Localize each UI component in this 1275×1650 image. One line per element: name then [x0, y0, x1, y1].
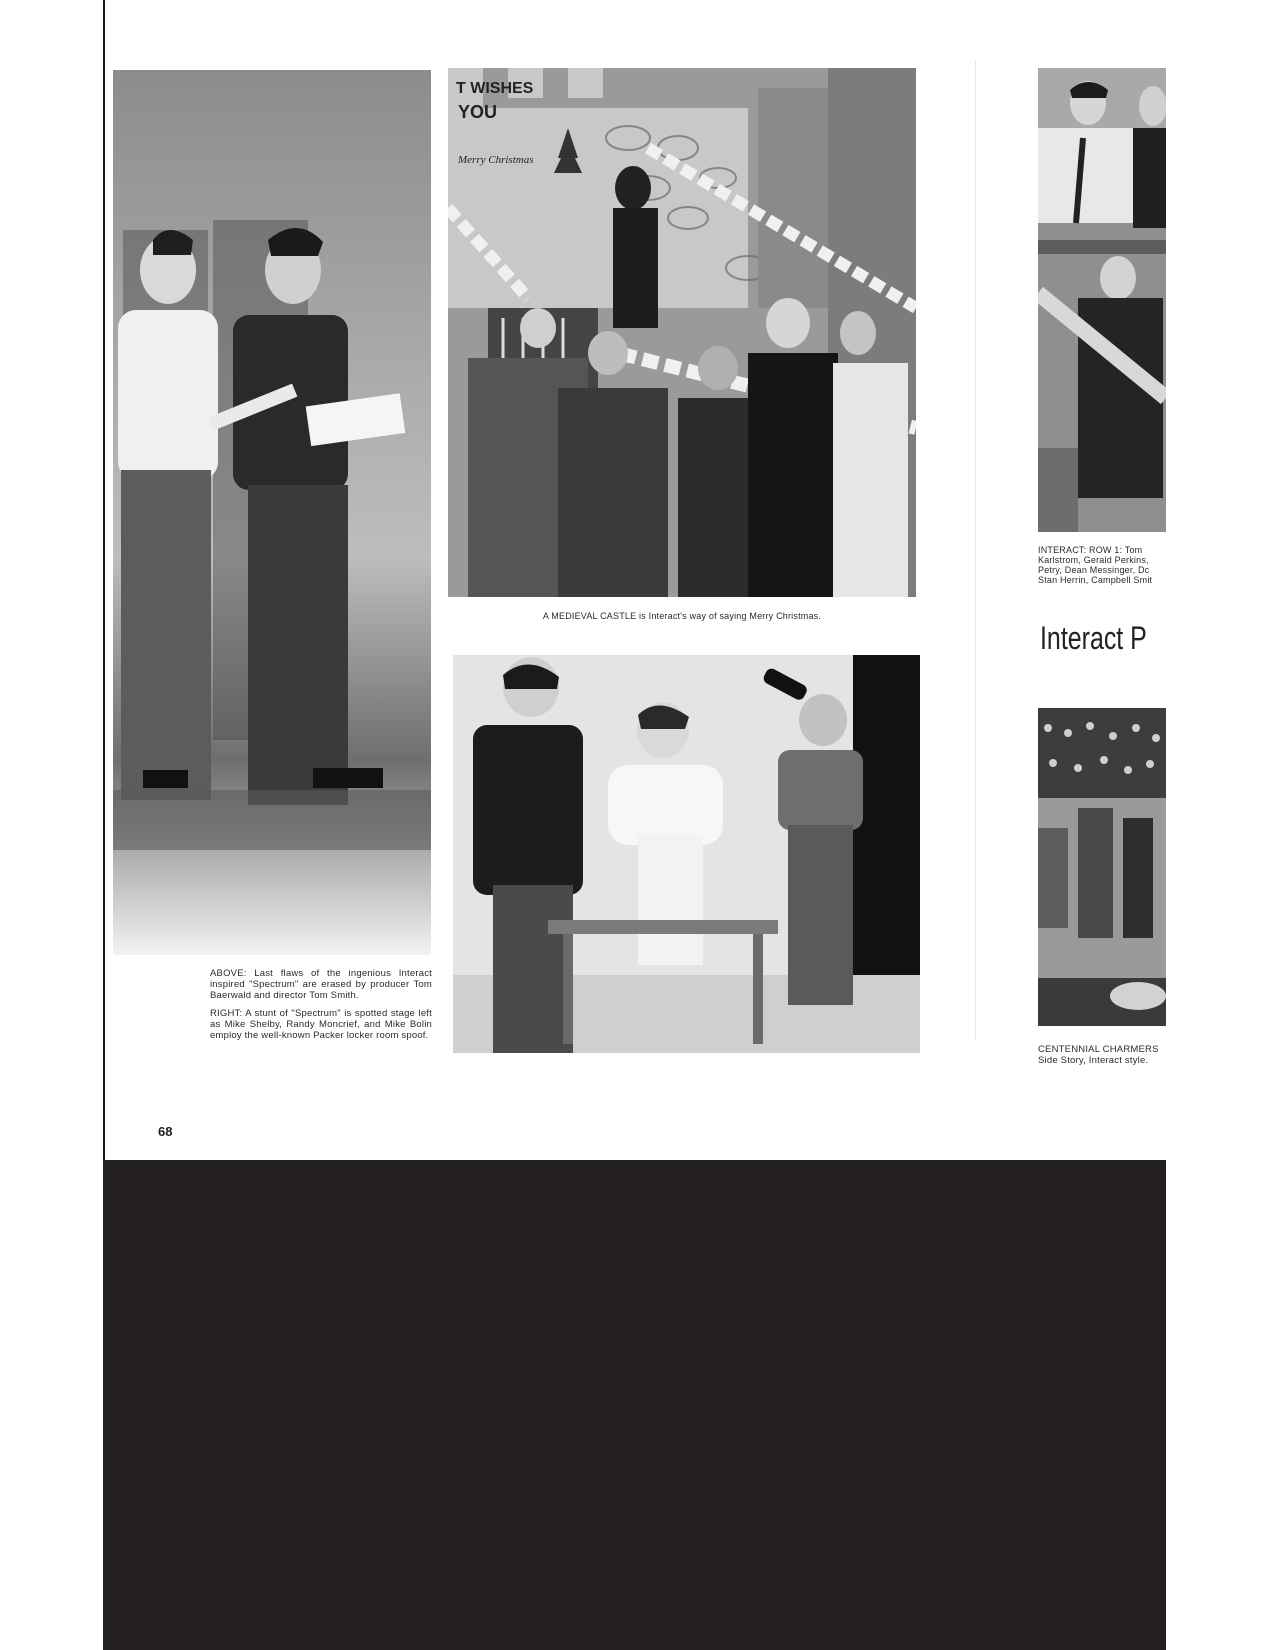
section-headline: Interact P: [1040, 620, 1147, 656]
photo-interact-group: [1038, 68, 1166, 532]
scan-background: [103, 1160, 1166, 1650]
page-number: 68: [158, 1124, 173, 1139]
interact-caption-line: Karlstrom, Gerald Perkins,: [1038, 555, 1149, 565]
interact-caption-line: Stan Herrin, Campbell Smit: [1038, 575, 1153, 585]
left-captions: [210, 968, 432, 1048]
castle-sign-text-3: Merry Christmas: [458, 154, 534, 166]
gutter-rule: [975, 60, 976, 1040]
photo-locker-room-spoof: [453, 655, 920, 1053]
castle-sign-text-2: YOU: [458, 102, 498, 122]
castle-sign-text-1: T WISHES: [456, 80, 534, 97]
caption-right: RIGHT: A stunt of "Spectrum" is spotted stage left as Mike Shelby, Randy Moncrief, and Mike Bolin employ the well-known Packer locker room spoof.: [210, 1008, 432, 1041]
interact-group-caption: [1038, 545, 1168, 585]
castle-caption: A MEDIEVAL CASTLE is Interact's way of saying Merry Christmas.: [542, 611, 822, 621]
photo-stage-pair: [113, 70, 431, 955]
gym-caption-line: CENTENNIAL CHARMERS: [1038, 1044, 1159, 1055]
page-clip-area: [1166, 0, 1275, 1650]
gym-caption: [1038, 1044, 1168, 1066]
photo-gym-performance: [1038, 708, 1166, 1026]
interact-caption-line: INTERACT: ROW 1: Tom: [1038, 545, 1143, 555]
caption-above: ABOVE: Last flaws of the ingenious Interact inspired "Spectrum" are erased by producer Tom Baerwald and director Tom Smith.: [210, 968, 432, 1001]
photo-medieval-castle: [448, 68, 916, 597]
interact-caption-line: Petry, Dean Messinger, Dc: [1038, 565, 1150, 575]
gym-caption-line: Side Story, Interact style.: [1038, 1055, 1149, 1066]
